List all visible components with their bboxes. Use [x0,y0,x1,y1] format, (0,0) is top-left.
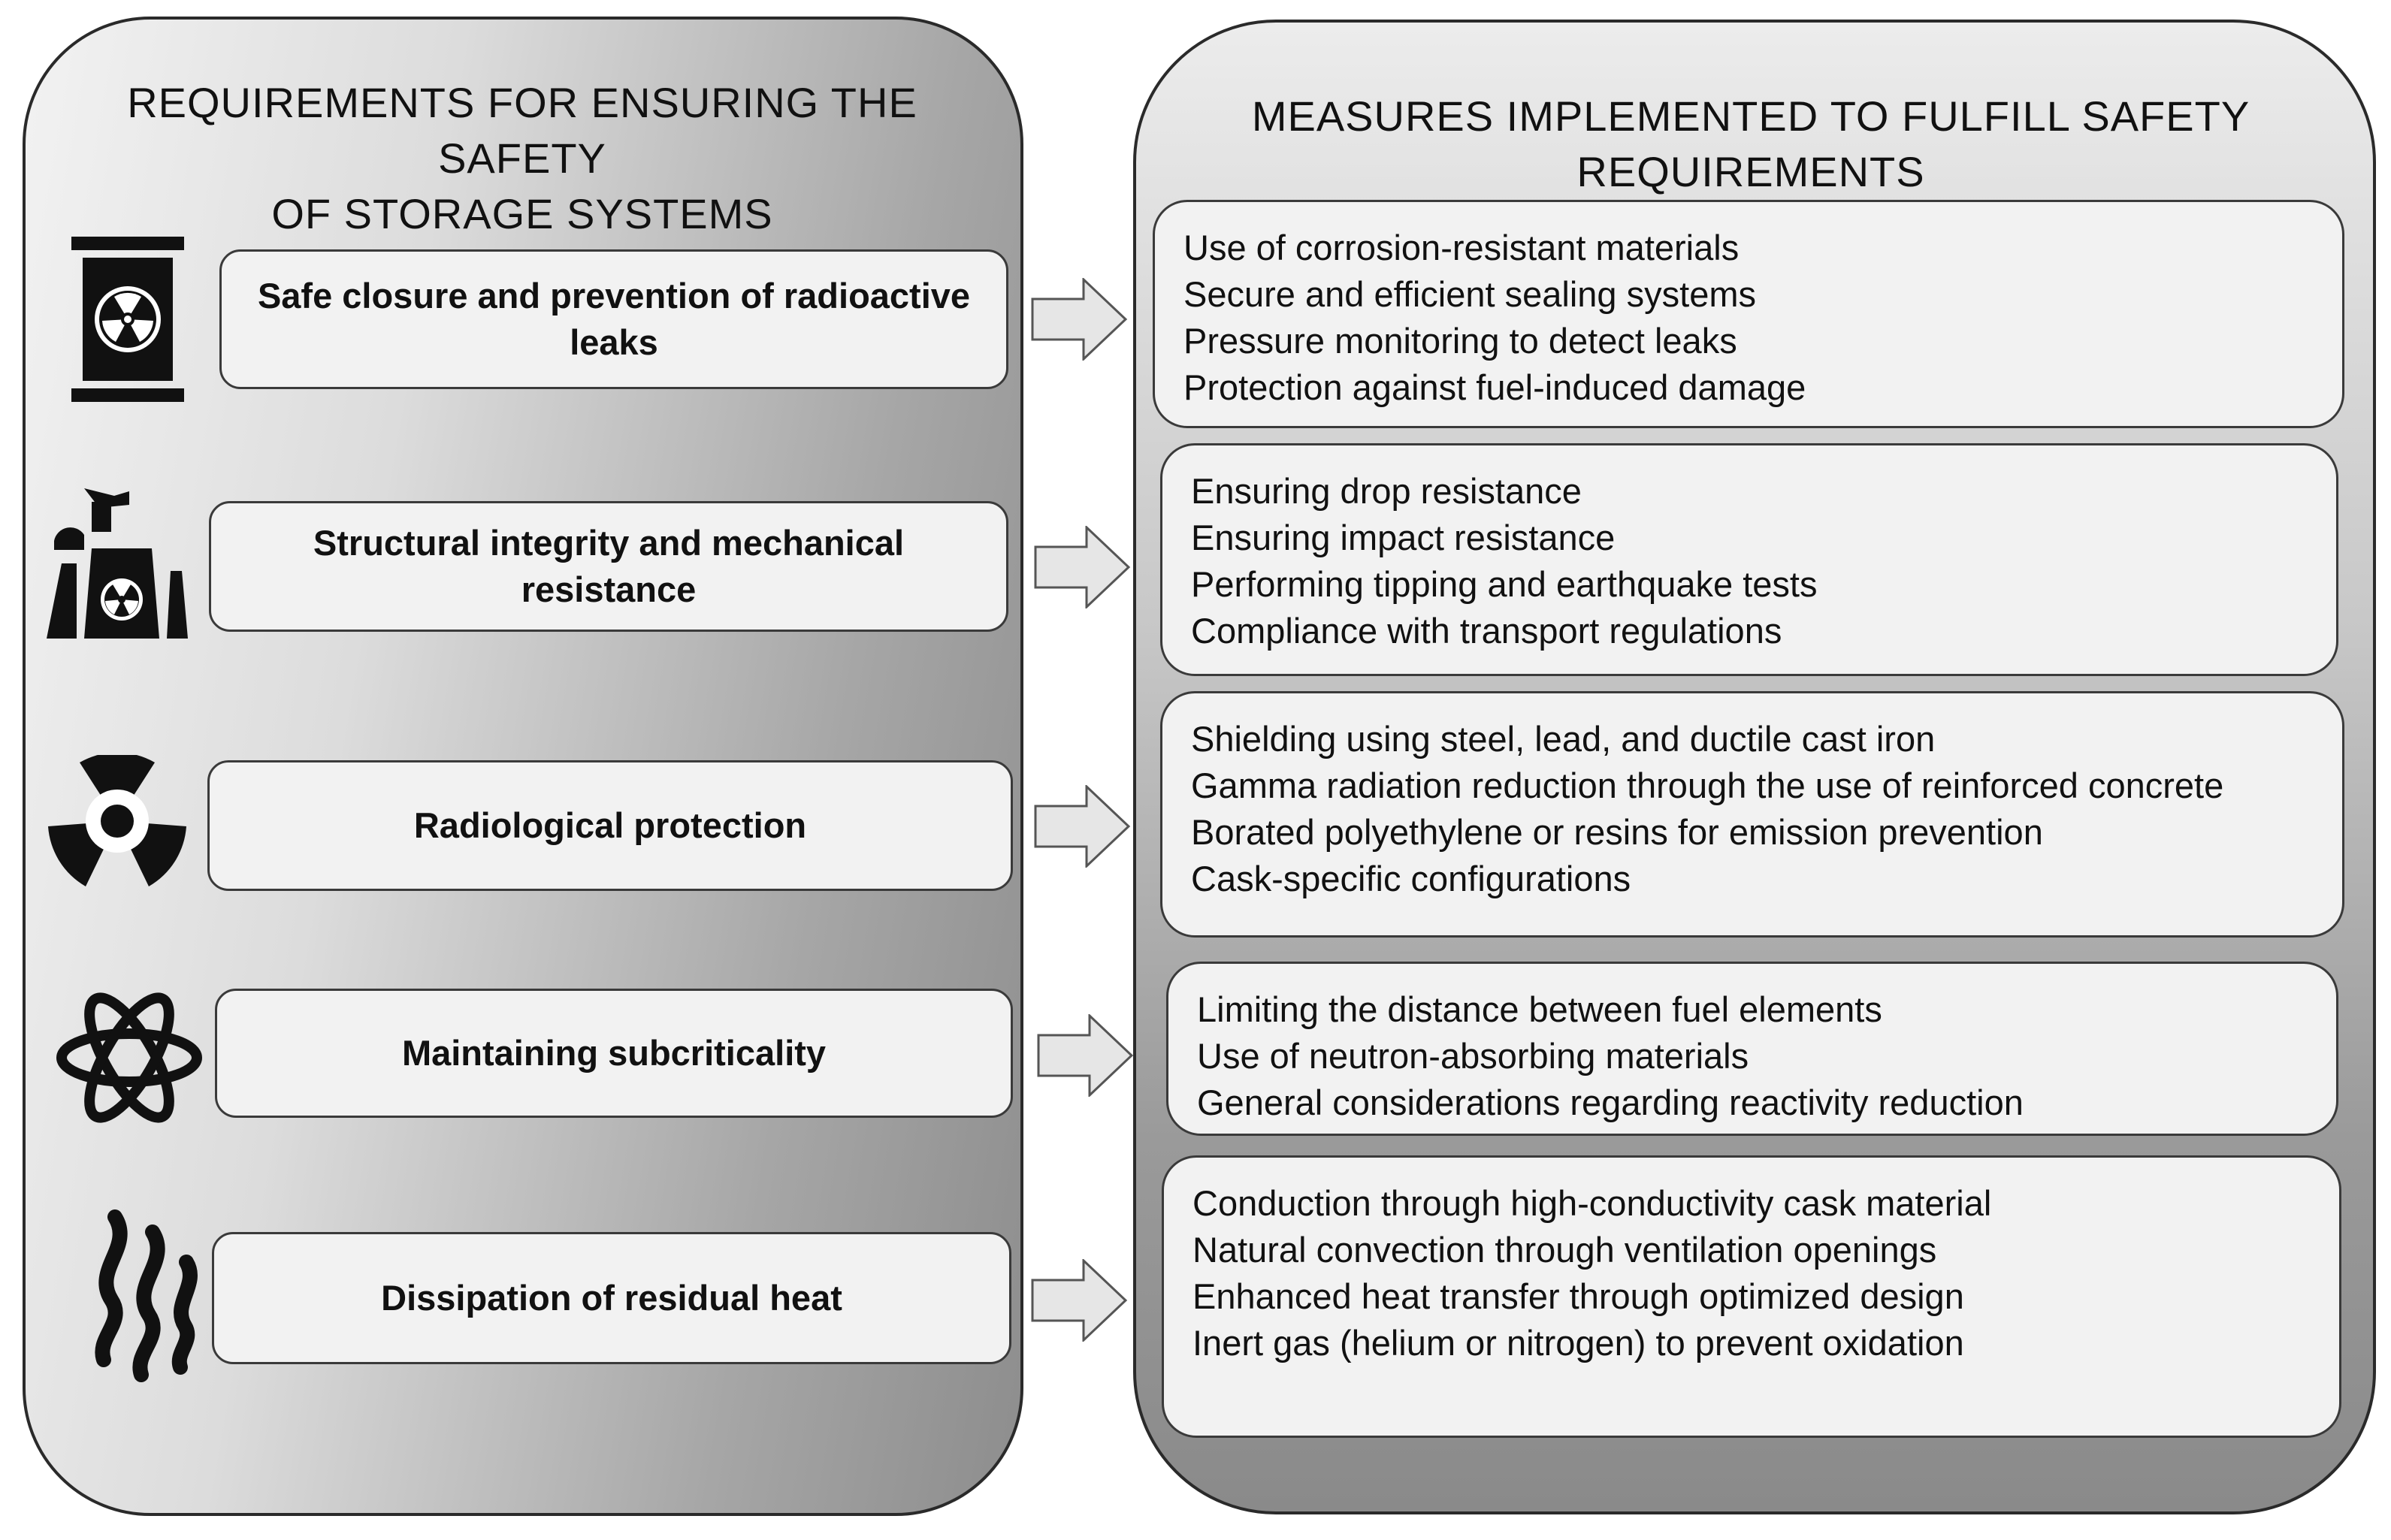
arrow-3 [1034,785,1132,868]
measures-box-subcriticality [1166,962,2338,1136]
requirement-label: Radiological protection [413,805,807,845]
heat-waves-icon [81,1209,201,1382]
requirement-subcriticality [215,989,1013,1118]
arrow-4 [1037,1014,1135,1097]
requirement-label: Structural integrity and mechanical resistance [313,523,905,609]
requirements-title: REQUIREMENTS FOR ENSURING THE SAFETY OF STORAGE SYSTEMS [127,79,917,237]
measure-line: Use of corrosion-resistant materials [1183,228,1740,267]
arrow-1 [1031,278,1129,361]
nuclear-plant-icon [39,488,189,639]
measure-line: Conduction through high-conductivity cask material [1192,1183,1992,1223]
requirement-safe-closure [219,249,1008,389]
measure-line: General considerations regarding reactivity reduction [1197,1083,2024,1122]
requirement-heat-dissipation [212,1232,1011,1364]
measure-line: Gamma radiation reduction through the use of reinforced concrete [1191,765,2224,805]
measure-line: Borated polyethylene or resins for emission prevention [1191,812,2043,852]
measures-box-leak-prevention [1153,200,2344,428]
measure-line: Pressure monitoring to detect leaks [1183,321,1737,361]
measure-line: Shielding using steel, lead, and ductile cast iron [1191,719,1936,759]
radiation-symbol-icon [36,755,198,890]
requirement-label: Maintaining subcriticality [401,1033,827,1073]
measure-line: Cask-specific configurations [1191,859,1631,898]
measures-box-heat [1162,1155,2341,1438]
measure-line: Ensuring drop resistance [1191,471,1582,511]
measure-line: Limiting the distance between fuel elements [1197,989,1882,1029]
measures-box-radiological [1160,691,2344,938]
measures-title: MEASURES IMPLEMENTED TO FULFILL SAFETY REQUIREMENTS [1251,92,2250,195]
measure-line: Inert gas (helium or nitrogen) to prevent oxidation [1192,1323,1964,1363]
measure-line: Natural convection through ventilation openings [1192,1230,1937,1270]
requirement-label: Safe closure and prevention of radioactive leaks [257,276,971,362]
arrow-5 [1031,1259,1129,1342]
measure-line: Protection against fuel-induced damage [1183,367,1806,407]
measures-box-structural [1160,443,2338,676]
measure-line: Enhanced heat transfer through optimized design [1192,1276,1964,1316]
requirement-structural-integrity [209,501,1008,632]
measure-line: Compliance with transport regulations [1191,611,1782,651]
atom-icon [54,990,204,1125]
measure-line: Use of neutron-absorbing materials [1197,1036,1749,1076]
measure-line: Secure and efficient sealing systems [1183,274,1756,314]
requirement-radiological-protection [207,760,1013,891]
requirement-label: Dissipation of residual heat [381,1278,842,1318]
measure-line: Performing tipping and earthquake tests [1191,564,1818,604]
radioactive-barrel-icon [68,237,188,402]
arrow-2 [1034,526,1132,608]
measure-line: Ensuring impact resistance [1191,518,1616,557]
